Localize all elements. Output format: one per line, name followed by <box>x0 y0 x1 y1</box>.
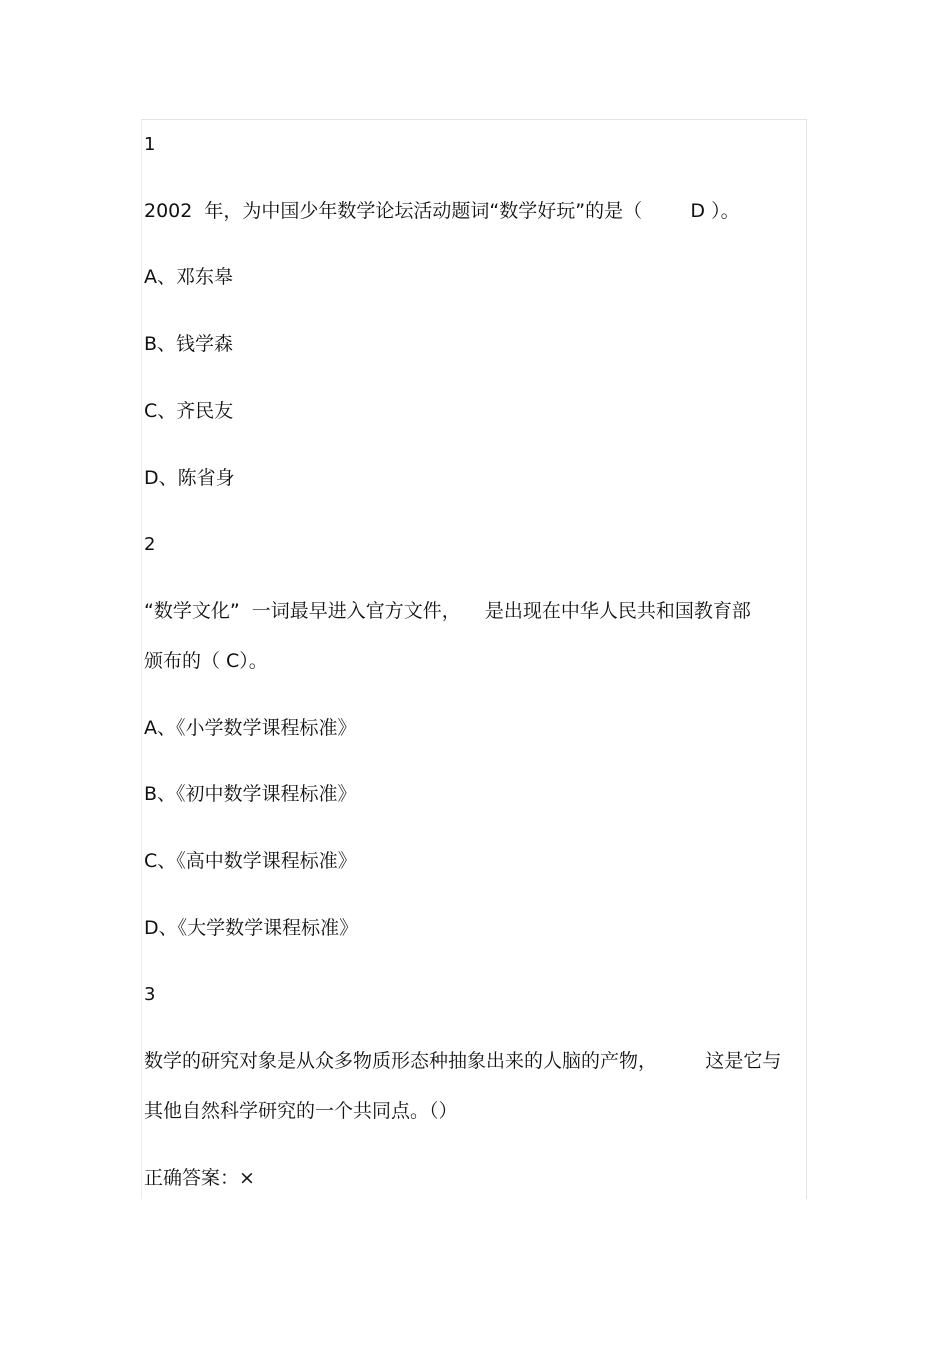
option-d: D、《大学数学课程标准》 <box>144 917 359 939</box>
question-text: 颁布的（ C）。 <box>144 650 268 672</box>
correct-answer: 正确答案：× <box>144 1167 255 1189</box>
question-text: “数学文化” 一词最早进入官方文件， 是出现在中华人民共和国教育部 <box>144 600 751 622</box>
option-a: A、邓东皋 <box>144 266 233 288</box>
option-c: C、齐民友 <box>144 400 234 422</box>
option-a: A、《小学数学课程标准》 <box>144 717 357 739</box>
question-number: 1 <box>144 134 156 155</box>
option-b: B、《初中数学课程标准》 <box>144 783 357 805</box>
question-number: 2 <box>144 534 156 555</box>
question-number: 3 <box>144 984 156 1005</box>
option-c: C、《高中数学课程标准》 <box>144 850 357 872</box>
question-text: 2002 年，为中国少年数学论坛活动题词“数学好玩”的是（ D ）。 <box>144 200 740 222</box>
question-text: 数学的研究对象是从众多物质形态种抽象出来的人脑的产物， 这是它与 <box>144 1050 782 1072</box>
question-text: 其他自然科学研究的一个共同点。（） <box>144 1100 458 1122</box>
option-d: D、陈省身 <box>144 467 235 489</box>
option-b: B、钱学森 <box>144 333 234 355</box>
